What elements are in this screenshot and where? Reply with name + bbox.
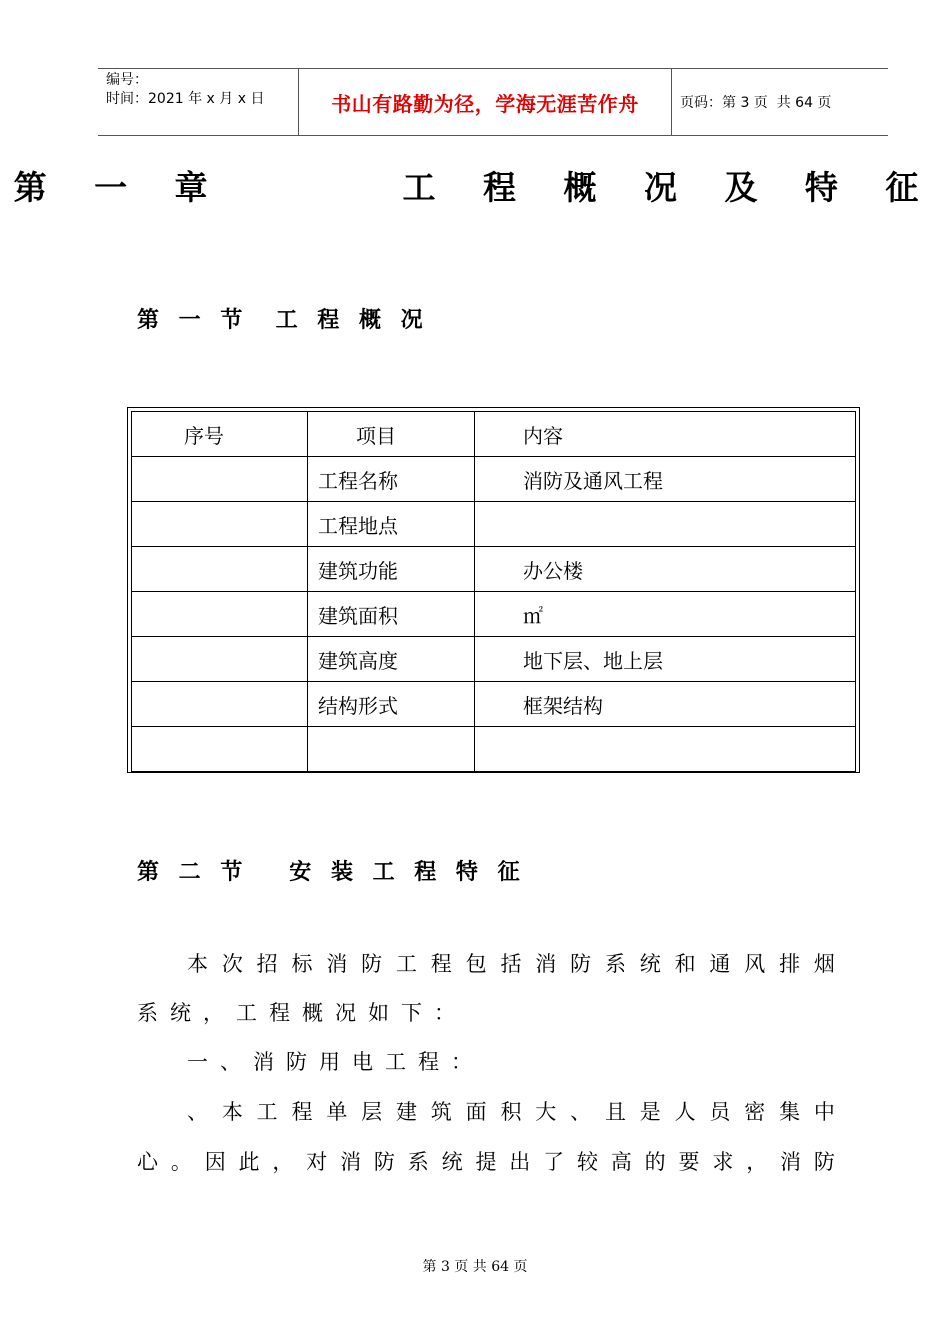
chapter-title: 第 一 章 工 程 概 况 及 特 征 xyxy=(13,168,937,207)
table-header-cell: 项目 xyxy=(308,412,475,457)
glyph: 密 xyxy=(744,1100,770,1124)
glyph: 标 xyxy=(291,952,317,976)
section-title: 第 一 节 工 程 概 况 xyxy=(137,308,429,333)
table-cell: 建筑面积 xyxy=(308,592,475,637)
glyph: 因 xyxy=(204,1150,230,1174)
overview-table-grid xyxy=(131,411,856,772)
glyph: 招 xyxy=(256,952,282,976)
glyph: 面 xyxy=(465,1100,491,1124)
glyph: 统 xyxy=(639,952,665,976)
table-cell xyxy=(132,727,308,772)
table-cell xyxy=(308,727,475,772)
glyph: 提 xyxy=(475,1150,501,1174)
glyph: 求 xyxy=(712,1150,738,1174)
glyph: 层 xyxy=(361,1100,387,1124)
table-cell xyxy=(132,592,308,637)
table-cell: 框架结构 xyxy=(475,682,856,727)
glyph: 积 xyxy=(500,1100,526,1124)
section-title: 第 二 节 安 装 工 程 特 征 xyxy=(137,860,526,885)
glyph: 建 xyxy=(395,1100,421,1124)
table-cell: 工程地点 xyxy=(308,502,475,547)
table-header-cell: 内容 xyxy=(475,412,856,457)
table-row xyxy=(132,547,856,592)
table-row xyxy=(132,637,856,682)
glyph: 次 xyxy=(221,952,247,976)
glyph: 员 xyxy=(709,1100,735,1124)
table-header-row xyxy=(132,412,856,457)
glyph: 单 xyxy=(326,1100,352,1124)
glyph: 。 xyxy=(170,1150,196,1174)
glyph: 心 xyxy=(137,1150,162,1174)
table-row xyxy=(132,682,856,727)
glyph: 人 xyxy=(674,1100,700,1124)
glyph: 系 xyxy=(407,1150,433,1174)
body-paragraph xyxy=(137,1096,839,1126)
table-row xyxy=(132,457,856,502)
glyph: 包 xyxy=(465,952,491,976)
glyph: 防 xyxy=(373,1150,399,1174)
glyph: 风 xyxy=(744,952,770,976)
table-cell xyxy=(475,502,856,547)
glyph: ， xyxy=(272,1150,298,1174)
body-paragraph xyxy=(137,948,839,978)
glyph: ， xyxy=(746,1150,772,1174)
glyph: 出 xyxy=(509,1150,535,1174)
header-page-info: 页码：第 3 页 共 64 页 xyxy=(680,95,832,111)
table-row xyxy=(132,592,856,637)
glyph: 了 xyxy=(543,1150,569,1174)
glyph: 消 xyxy=(326,952,352,976)
glyph: 中 xyxy=(813,1100,839,1124)
table-cell xyxy=(132,637,308,682)
table-row xyxy=(132,502,856,547)
glyph: 排 xyxy=(779,952,805,976)
page-footer: 第 3 页 共 64 页 xyxy=(422,1259,528,1275)
glyph: 此 xyxy=(238,1150,264,1174)
glyph: 系 xyxy=(604,952,630,976)
glyph: 是 xyxy=(639,1100,665,1124)
justified-line xyxy=(187,1096,839,1126)
glyph: 统 xyxy=(441,1150,467,1174)
table-cell xyxy=(132,547,308,592)
glyph: 烟 xyxy=(813,952,839,976)
body-paragraph xyxy=(137,1146,839,1176)
header-motto: 书山有路勤为径，学海无涯苦作舟 xyxy=(331,91,639,116)
overview-table xyxy=(127,407,860,773)
glyph: 和 xyxy=(674,952,700,976)
glyph: 通 xyxy=(709,952,735,976)
table-row xyxy=(132,727,856,772)
glyph: 工 xyxy=(395,952,421,976)
glyph: 对 xyxy=(306,1150,332,1174)
glyph: 消 xyxy=(780,1150,806,1174)
glyph: 工 xyxy=(256,1100,282,1124)
glyph: 大 xyxy=(535,1100,561,1124)
glyph: 消 xyxy=(535,952,561,976)
header-divider xyxy=(671,69,672,135)
table-cell xyxy=(132,457,308,502)
glyph: 消 xyxy=(340,1150,366,1174)
glyph: 且 xyxy=(604,1100,630,1124)
table-cell: 工程名称 xyxy=(308,457,475,502)
glyph: 括 xyxy=(500,952,526,976)
glyph: 防 xyxy=(361,952,387,976)
justified-line xyxy=(137,1146,839,1176)
table-cell xyxy=(475,727,856,772)
table-cell xyxy=(132,682,308,727)
table-cell: 建筑高度 xyxy=(308,637,475,682)
number-label: 编号： xyxy=(106,72,148,88)
glyph: 程 xyxy=(430,952,456,976)
body-paragraph: 一、消防用电工程： xyxy=(187,1050,484,1074)
glyph: 本 xyxy=(221,1100,247,1124)
page-header xyxy=(98,68,888,136)
table-header-cell: 序号 xyxy=(132,412,308,457)
glyph: 程 xyxy=(291,1100,317,1124)
glyph: 、 xyxy=(570,1100,596,1124)
table-cell: 消防及通风工程 xyxy=(475,457,856,502)
table-cell: ㎡ xyxy=(475,592,856,637)
table-cell: 建筑功能 xyxy=(308,547,475,592)
glyph: 集 xyxy=(779,1100,805,1124)
glyph: 防 xyxy=(813,1150,839,1174)
header-meta xyxy=(106,71,264,109)
glyph: 较 xyxy=(576,1150,602,1174)
justified-line xyxy=(187,948,839,978)
date-line: 时间：2021 年 x 月 x 日 xyxy=(106,91,265,107)
glyph: 本 xyxy=(187,952,212,976)
glyph: 的 xyxy=(644,1150,670,1174)
glyph: 要 xyxy=(678,1150,704,1174)
table-cell xyxy=(132,502,308,547)
glyph: 、 xyxy=(187,1100,212,1124)
table-cell: 办公楼 xyxy=(475,547,856,592)
glyph: 高 xyxy=(610,1150,636,1174)
table-cell: 结构形式 xyxy=(308,682,475,727)
glyph: 防 xyxy=(570,952,596,976)
table-cell: 地下层、地上层 xyxy=(475,637,856,682)
body-paragraph: 系统，工程概况如下： xyxy=(137,1001,467,1025)
glyph: 筑 xyxy=(430,1100,456,1124)
